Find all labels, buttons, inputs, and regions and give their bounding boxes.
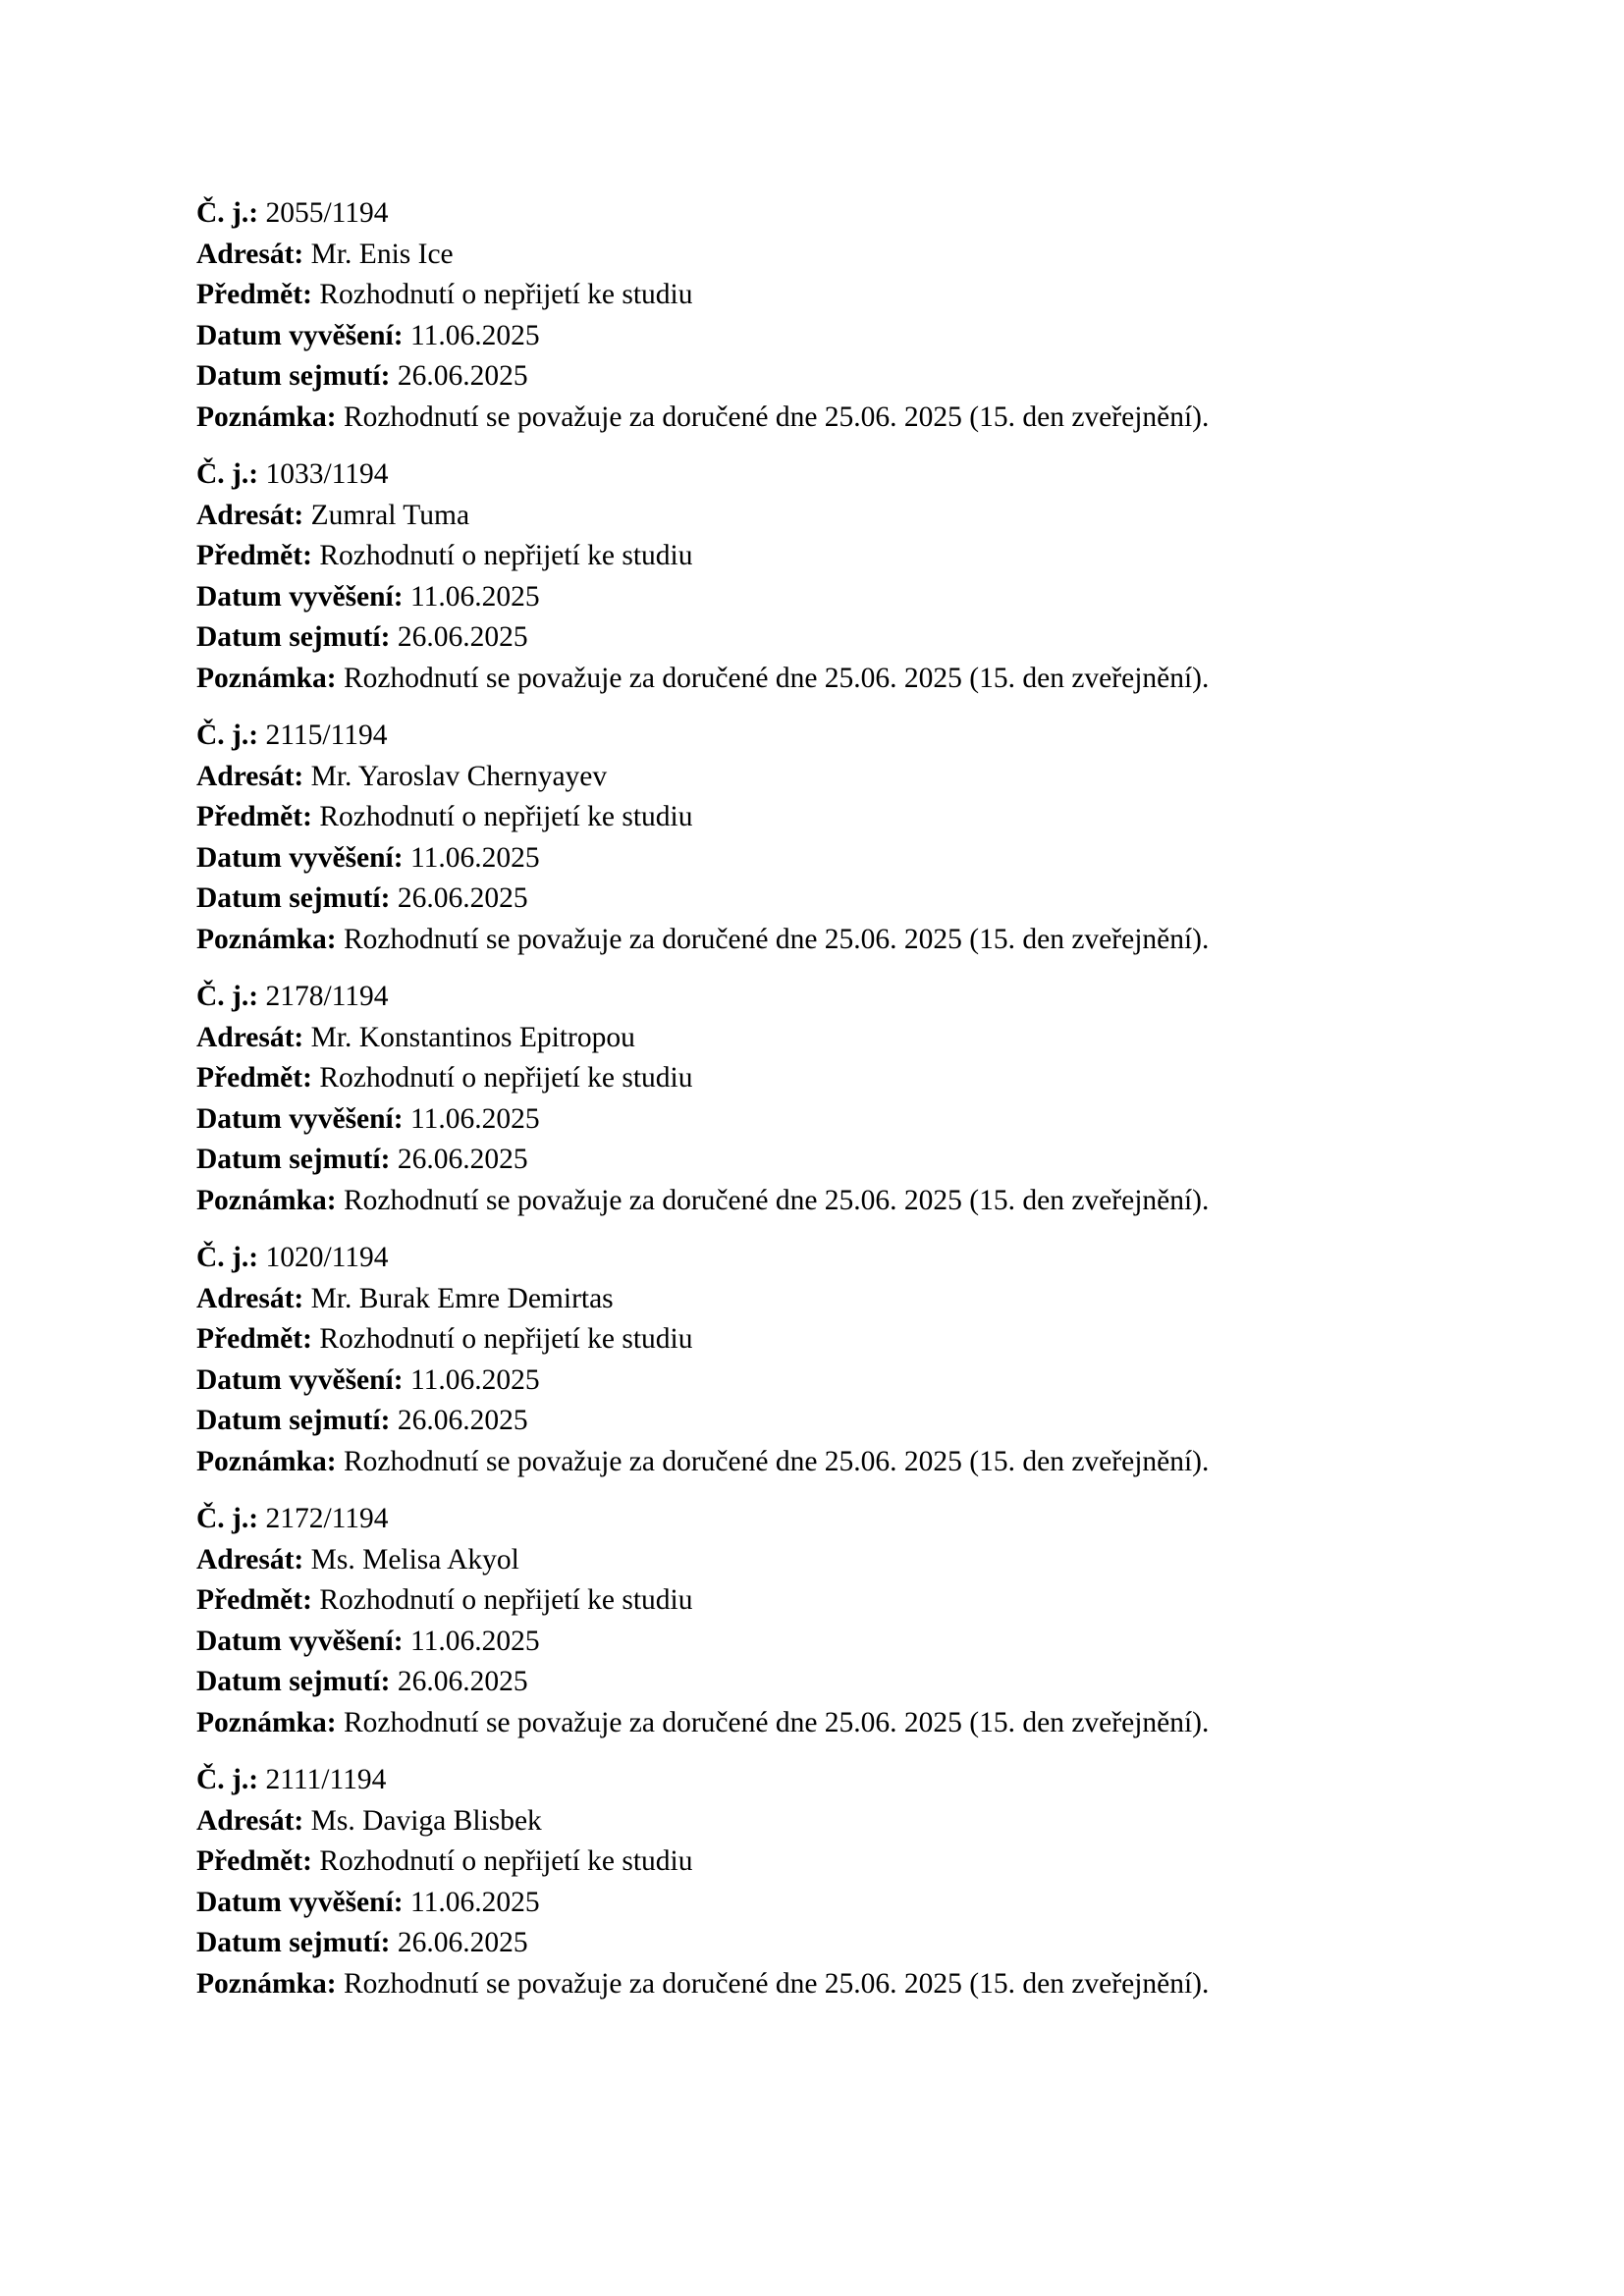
vyveseni-value: 11.06.2025 <box>409 319 540 351</box>
cj-value: 1020/1194 <box>265 1242 389 1273</box>
record-vyveseni <box>196 1361 1473 1402</box>
record <box>196 193 1473 438</box>
sejmuti-value: 26.06.2025 <box>397 882 528 914</box>
record-sejmuti <box>196 617 1473 659</box>
cj-label: Č. j.: <box>196 720 259 751</box>
record-predmet <box>196 1058 1473 1099</box>
record-predmet <box>196 797 1473 838</box>
record-poznamka <box>196 1181 1473 1222</box>
cj-label: Č. j.: <box>196 197 259 229</box>
cj-label: Č. j.: <box>196 1242 259 1273</box>
vyveseni-label: Datum vyvěšení: <box>196 1363 404 1396</box>
record-adresat <box>196 1801 1473 1842</box>
record <box>196 454 1473 699</box>
vyveseni-label: Datum vyvěšení: <box>196 1102 404 1135</box>
cj-value: 2115/1194 <box>265 720 388 751</box>
predmet-label: Předmět: <box>196 1323 312 1355</box>
sejmuti-value: 26.06.2025 <box>397 1666 528 1697</box>
cj-value: 2178/1194 <box>265 981 389 1012</box>
poznamka-label: Poznámka: <box>196 1445 337 1477</box>
document-page <box>196 193 1473 2021</box>
adresat-label: Adresát: <box>196 1804 304 1837</box>
vyveseni-label: Datum vyvěšení: <box>196 1886 404 1918</box>
predmet-value: Rozhodnutí o nepřijetí ke studiu <box>319 1584 693 1616</box>
predmet-label: Předmět: <box>196 801 312 832</box>
adresat-label: Adresát: <box>196 1021 304 1053</box>
poznamka-label: Poznámka: <box>196 662 337 694</box>
record-poznamka <box>196 1964 1473 2005</box>
sejmuti-label: Datum sejmutí: <box>196 1666 391 1697</box>
predmet-label: Předmět: <box>196 1062 312 1094</box>
predmet-label: Předmět: <box>196 279 312 310</box>
poznamka-label: Poznámka: <box>196 1706 337 1738</box>
record <box>196 977 1473 1221</box>
sejmuti-label: Datum sejmutí: <box>196 1405 391 1436</box>
sejmuti-label: Datum sejmutí: <box>196 882 391 914</box>
record-poznamka <box>196 1442 1473 1483</box>
record-predmet <box>196 1319 1473 1361</box>
record <box>196 1760 1473 2004</box>
cj-label: Č. j.: <box>196 1764 259 1795</box>
vyveseni-label: Datum vyvěšení: <box>196 1625 404 1657</box>
record-sejmuti <box>196 879 1473 920</box>
record-cj <box>196 977 1473 1018</box>
sejmuti-value: 26.06.2025 <box>397 1405 528 1436</box>
adresat-label: Adresát: <box>196 1543 304 1575</box>
record-cj <box>196 1760 1473 1801</box>
vyveseni-value: 11.06.2025 <box>409 1625 540 1657</box>
predmet-value: Rozhodnutí o nepřijetí ke studiu <box>319 540 693 571</box>
poznamka-value: Rozhodnutí se považuje za doručené dne 25.06. 2025 (15. den zveřejnění). <box>343 1706 1210 1738</box>
sejmuti-value: 26.06.2025 <box>397 360 528 392</box>
poznamka-value: Rozhodnutí se považuje za doručené dne 25.06. 2025 (15. den zveřejnění). <box>343 1967 1210 2000</box>
poznamka-label: Poznámka: <box>196 1967 337 2000</box>
record-predmet <box>196 1842 1473 1883</box>
record-adresat <box>196 1279 1473 1320</box>
adresat-value: Mr. Yaroslav Chernyayev <box>310 760 608 792</box>
predmet-label: Předmět: <box>196 540 312 571</box>
vyveseni-value: 11.06.2025 <box>409 841 540 874</box>
vyveseni-value: 11.06.2025 <box>409 1363 540 1396</box>
record-cj <box>196 1238 1473 1279</box>
record-vyveseni <box>196 316 1473 357</box>
poznamka-value: Rozhodnutí se považuje za doručené dne 25.06. 2025 (15. den zveřejnění). <box>343 1445 1210 1477</box>
record-vyveseni <box>196 1099 1473 1141</box>
predmet-value: Rozhodnutí o nepřijetí ke studiu <box>319 801 693 832</box>
cj-value: 2055/1194 <box>265 197 389 229</box>
adresat-label: Adresát: <box>196 238 304 270</box>
predmet-value: Rozhodnutí o nepřijetí ke studiu <box>319 1062 693 1094</box>
poznamka-value: Rozhodnutí se považuje za doručené dne 25.06. 2025 (15. den zveřejnění). <box>343 1184 1210 1216</box>
record-vyveseni <box>196 838 1473 880</box>
adresat-value: Ms. Melisa Akyol <box>310 1543 519 1575</box>
record-adresat <box>196 1540 1473 1581</box>
record-predmet <box>196 1580 1473 1622</box>
cj-value: 2111/1194 <box>265 1764 387 1795</box>
adresat-label: Adresát: <box>196 499 304 531</box>
sejmuti-label: Datum sejmutí: <box>196 360 391 392</box>
record-poznamka <box>196 1703 1473 1744</box>
cj-label: Č. j.: <box>196 981 259 1012</box>
vyveseni-value: 11.06.2025 <box>409 580 540 613</box>
record-sejmuti <box>196 1662 1473 1703</box>
record-predmet <box>196 536 1473 577</box>
cj-label: Č. j.: <box>196 458 259 490</box>
record-cj <box>196 193 1473 235</box>
record-vyveseni <box>196 1622 1473 1663</box>
record-adresat <box>196 496 1473 537</box>
record-adresat <box>196 1018 1473 1059</box>
poznamka-value: Rozhodnutí se považuje za doručené dne 25.06. 2025 (15. den zveřejnění). <box>343 923 1210 955</box>
vyveseni-value: 11.06.2025 <box>409 1886 540 1918</box>
record-sejmuti <box>196 1923 1473 1964</box>
vyveseni-label: Datum vyvěšení: <box>196 841 404 874</box>
adresat-value: Mr. Konstantinos Epitropou <box>310 1021 635 1053</box>
record-cj <box>196 1499 1473 1540</box>
record <box>196 1499 1473 1743</box>
adresat-value: Zumral Tuma <box>310 499 470 531</box>
record-vyveseni <box>196 577 1473 618</box>
poznamka-label: Poznámka: <box>196 1184 337 1216</box>
poznamka-value: Rozhodnutí se považuje za doručené dne 25.06. 2025 (15. den zveřejnění). <box>343 400 1210 433</box>
record-vyveseni <box>196 1883 1473 1924</box>
cj-value: 1033/1194 <box>265 458 389 490</box>
record-poznamka <box>196 659 1473 700</box>
vyveseni-label: Datum vyvěšení: <box>196 319 404 351</box>
adresat-label: Adresát: <box>196 1282 304 1314</box>
cj-label: Č. j.: <box>196 1503 259 1534</box>
record-adresat <box>196 235 1473 276</box>
predmet-value: Rozhodnutí o nepřijetí ke studiu <box>319 1323 693 1355</box>
adresat-value: Mr. Burak Emre Demirtas <box>310 1282 614 1314</box>
cj-value: 2172/1194 <box>265 1503 389 1534</box>
adresat-value: Mr. Enis Ice <box>310 238 454 270</box>
predmet-value: Rozhodnutí o nepřijetí ke studiu <box>319 1845 693 1877</box>
sejmuti-value: 26.06.2025 <box>397 1144 528 1175</box>
record-poznamka <box>196 920 1473 961</box>
vyveseni-label: Datum vyvěšení: <box>196 580 404 613</box>
sejmuti-value: 26.06.2025 <box>397 621 528 653</box>
poznamka-label: Poznámka: <box>196 400 337 433</box>
record-adresat <box>196 757 1473 798</box>
record-poznamka <box>196 398 1473 439</box>
vyveseni-value: 11.06.2025 <box>409 1102 540 1135</box>
record <box>196 1238 1473 1482</box>
record-sejmuti <box>196 1140 1473 1181</box>
record-predmet <box>196 275 1473 316</box>
adresat-label: Adresát: <box>196 760 304 792</box>
sejmuti-label: Datum sejmutí: <box>196 1927 391 1958</box>
record-cj <box>196 716 1473 757</box>
adresat-value: Ms. Daviga Blisbek <box>310 1804 542 1837</box>
predmet-label: Předmět: <box>196 1584 312 1616</box>
poznamka-value: Rozhodnutí se považuje za doručené dne 25.06. 2025 (15. den zveřejnění). <box>343 662 1210 694</box>
poznamka-label: Poznámka: <box>196 923 337 955</box>
record-sejmuti <box>196 1401 1473 1442</box>
predmet-label: Předmět: <box>196 1845 312 1877</box>
sejmuti-value: 26.06.2025 <box>397 1927 528 1958</box>
sejmuti-label: Datum sejmutí: <box>196 621 391 653</box>
record <box>196 716 1473 960</box>
predmet-value: Rozhodnutí o nepřijetí ke studiu <box>319 279 693 310</box>
sejmuti-label: Datum sejmutí: <box>196 1144 391 1175</box>
record-cj <box>196 454 1473 496</box>
record-sejmuti <box>196 356 1473 398</box>
